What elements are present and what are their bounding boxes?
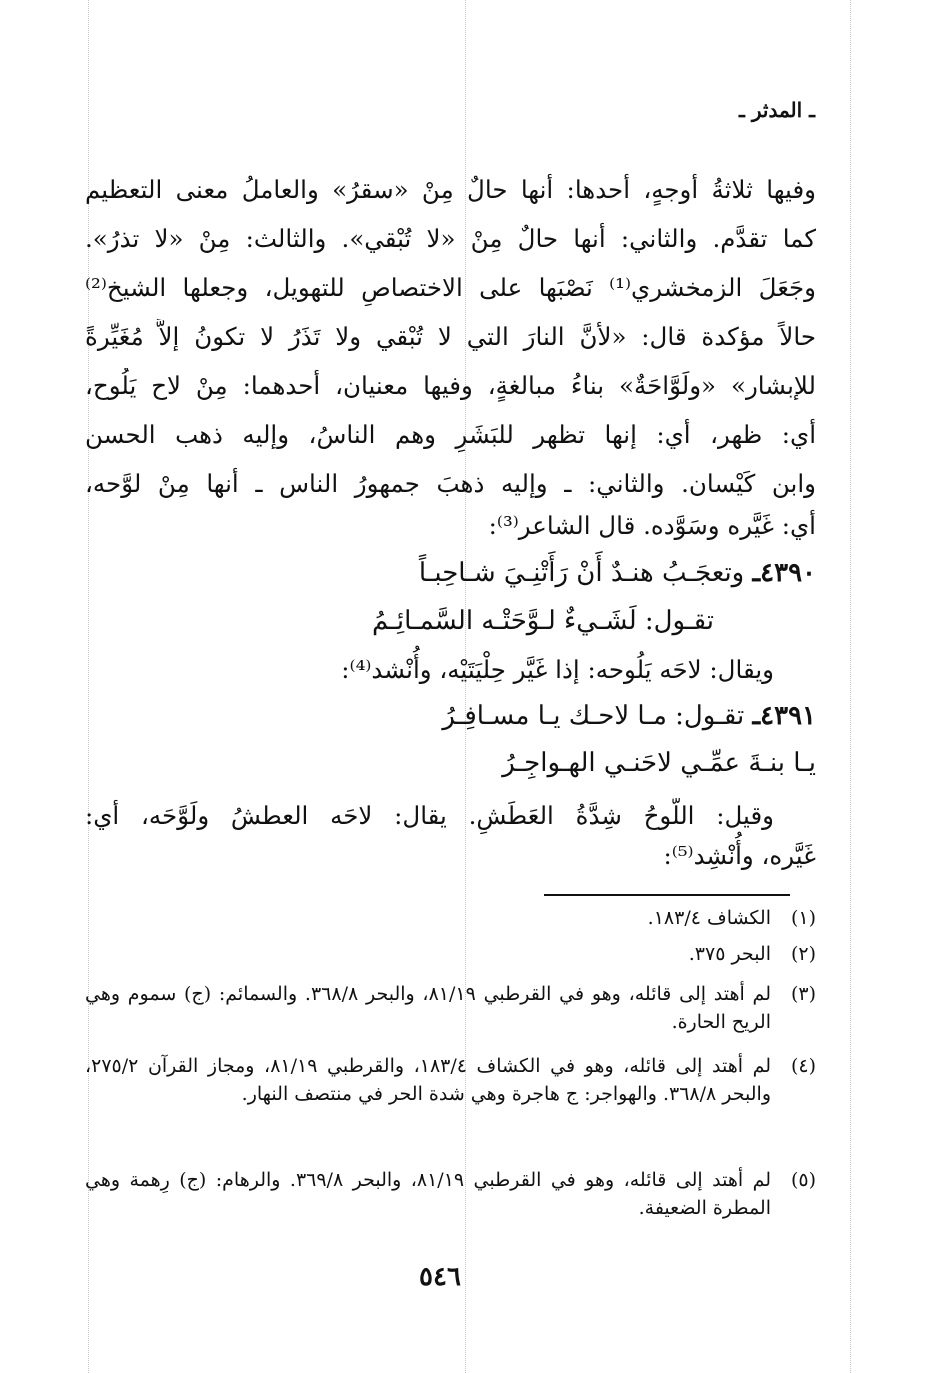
- footnote-number: (٥): [790, 1169, 816, 1191]
- footnote-number: (٣): [790, 983, 816, 1005]
- body-line: أي: غَيَّره وسَوَّده. قال الشاعر⁽³⁾:: [488, 511, 816, 540]
- body-line: وقيل: اللَّوحُ شِدَّةُ العَطَشِ. يقال: لاحَه العطشُ ولَوَّحَه، أي:: [85, 801, 774, 830]
- verse-number: ٤٣٩١ـ: [752, 701, 816, 731]
- body-line: غَيَّره، وأُنْشِد⁽⁵⁾:: [663, 841, 816, 870]
- verse-line: تقـول: لَشَـيءٌ لـوَّحَتْـه السَّمـائِـمُ: [371, 606, 714, 636]
- scan-guide-line: [850, 0, 851, 1373]
- verse-number: ٤٣٩٠ـ: [752, 558, 816, 588]
- footnote-text: لم أهتد إلى قائله، وهو في الكشاف ١٨٣/٤، والقرطبي ٨١/١٩، ومجاز القرآن ٢٧٥/٢، والبحر ٣٦٨/٨. والهواجر: ج هاجرة وهي شدة الحر في منتصف النهار.: [85, 1055, 771, 1105]
- page-number: ٥٤٦: [419, 1262, 461, 1292]
- body-line: ويقال: لاحَه يَلُوحه: إذا غَيَّر حِلْيَتَيْه، وأُنْشد⁽⁴⁾:: [341, 655, 774, 684]
- verse-hemistich: وتعجَـبُ هنـدٌ أَنْ رَأَتْنِـيَ شـاحِبـاً: [418, 558, 745, 588]
- verse-line: [419, 555, 816, 591]
- footnote-text: لم أهتد إلى قائله، وهو في القرطبي ٨١/١٩، والبحر ٣٦٨/٨. والسمائم: (ج) سموم وهي الريح الحارة.: [85, 983, 771, 1033]
- footnote-text: البحر ٣٧٥.: [688, 943, 771, 965]
- footnote: [85, 1052, 816, 1108]
- body-line: أي: ظهر، أي: إنها تظهر للبَشَرِ وهم الناسُ، وإليه ذهب الحسن: [85, 420, 816, 449]
- footnote-number: (٤): [790, 1055, 816, 1077]
- footnote-text: الكشاف ١٨٣/٤.: [647, 907, 771, 929]
- footnote: [85, 904, 816, 932]
- footnote: [85, 980, 816, 1036]
- verse-line: يـا بنـةَ عمِّـي لاحَنـي الهـواجِـرُ: [502, 748, 816, 778]
- body-line: وفيها ثلاثةُ أوجهٍ، أحدها: أنها حالٌ مِنْ «سقرُ» والعاملُ معنى التعظيم: [85, 175, 816, 204]
- footnote-text: لم أهتد إلى قائله، وهو في القرطبي ٨١/١٩، والبحر ٣٦٩/٨. والرهام: (ج) رِهمة وهي المطرة الضعيفة.: [85, 1169, 771, 1219]
- body-line: وابن كَيْسان. والثاني: ـ وإليه ذهبَ جمهورُ الناس ـ أنها مِنْ لوَّحه،: [85, 469, 816, 498]
- footnote-number: (٢): [790, 943, 816, 965]
- body-line: كما تقدَّم. والثاني: أنها حالٌ مِنْ «لا تُبْقي». والثالث: مِنْ «لا تذرُ».: [85, 224, 816, 253]
- footnote-number: (١): [790, 907, 816, 929]
- verse-hemistich: تقـول: مـا لاحـك يـا مسـافِـرُ: [442, 701, 745, 731]
- body-line: وجَعَلَ الزمخشري⁽¹⁾ نَصْبَها على الاختصاصِ للتهويل، وجعلها الشيخ⁽²⁾: [85, 273, 816, 302]
- running-header: ـ المدثر ـ: [739, 98, 815, 122]
- footnote: [85, 940, 816, 968]
- verse-line: [442, 698, 816, 734]
- footnote: [85, 1166, 816, 1222]
- body-line: حالاً مؤكدة قال: «لأنَّ النارَ التي لا تُبْقي ولا تَذَرُ لا تكونُ إلاَّ مُغَيِّرةً: [85, 322, 816, 351]
- footnote-separator: [544, 894, 790, 896]
- body-line: للإبشار» «ولَوَّاحَةٌ» بناءُ مبالغةٍ، وفيها معنيان، أحدهما: مِنْ لاح يَلُوح،: [85, 371, 816, 400]
